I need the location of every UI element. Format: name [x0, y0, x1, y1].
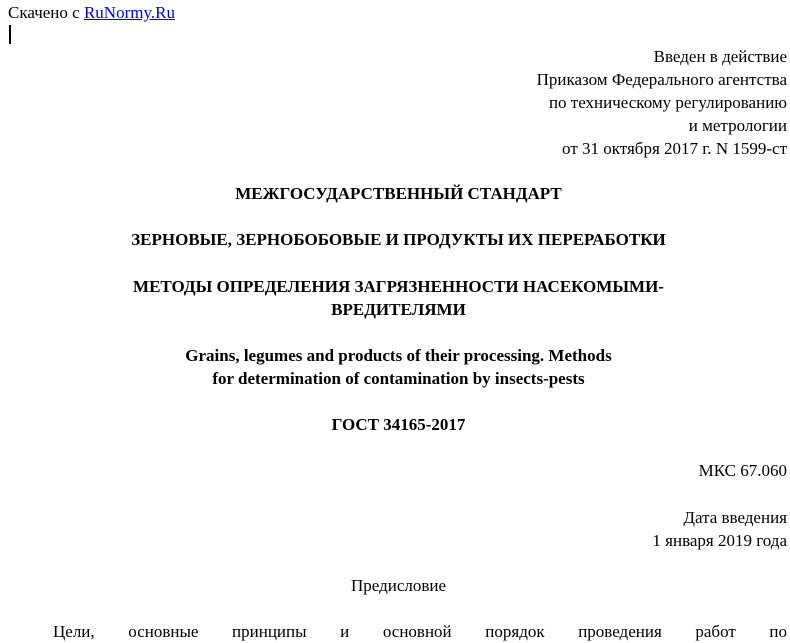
mks-code: МКС 67.060	[698, 461, 787, 480]
enactment-line: по техническому регулированию	[548, 93, 787, 112]
standard-title: ЗЕРНОВЫЕ, ЗЕРНОБОБОВЫЕ И ПРОДУКТЫ ИХ ПЕРЕРАБОТКИ	[131, 230, 666, 249]
standard-type: МЕЖГОСУДАРСТВЕННЫЙ СТАНДАРТ	[235, 184, 562, 203]
effective-date-value: 1 января 2019 года	[652, 531, 787, 550]
enactment-line: и метрологии	[688, 116, 787, 135]
subtitle-line: МЕТОДЫ ОПРЕДЕЛЕНИЯ ЗАГРЯЗНЕННОСТИ НАСЕКОМЫМИ-	[133, 277, 664, 296]
text-cursor	[9, 25, 11, 44]
source-prefix: Скачено с	[8, 3, 80, 22]
english-title-line: Grains, legumes and products of their processing. Methods	[185, 346, 612, 365]
english-title	[0, 344, 790, 390]
foreword-title: Предисловие	[350, 576, 447, 595]
enactment-block	[537, 45, 787, 160]
subtitle-line: ВРЕДИТЕЛЯМИ	[331, 300, 466, 319]
effective-date-label: Дата введения	[683, 508, 787, 527]
effective-date	[652, 506, 787, 552]
standard-subtitle	[0, 275, 790, 321]
enactment-line: от 31 октября 2017 г. N 1599-ст	[562, 139, 787, 158]
paragraph-line: Цели, основные принципы и основной порядок проведения работ по	[53, 622, 787, 641]
english-title-line: for determination of contamination by insects-pests	[212, 369, 585, 388]
enactment-line: Введен в действие	[653, 47, 787, 66]
source-line	[8, 1, 175, 24]
standard-code: ГОСТ 34165-2017	[331, 415, 466, 434]
foreword-paragraph	[53, 620, 787, 643]
enactment-line: Приказом Федерального агентства	[536, 70, 787, 89]
source-link[interactable]: RuNormy.Ru	[83, 3, 175, 22]
